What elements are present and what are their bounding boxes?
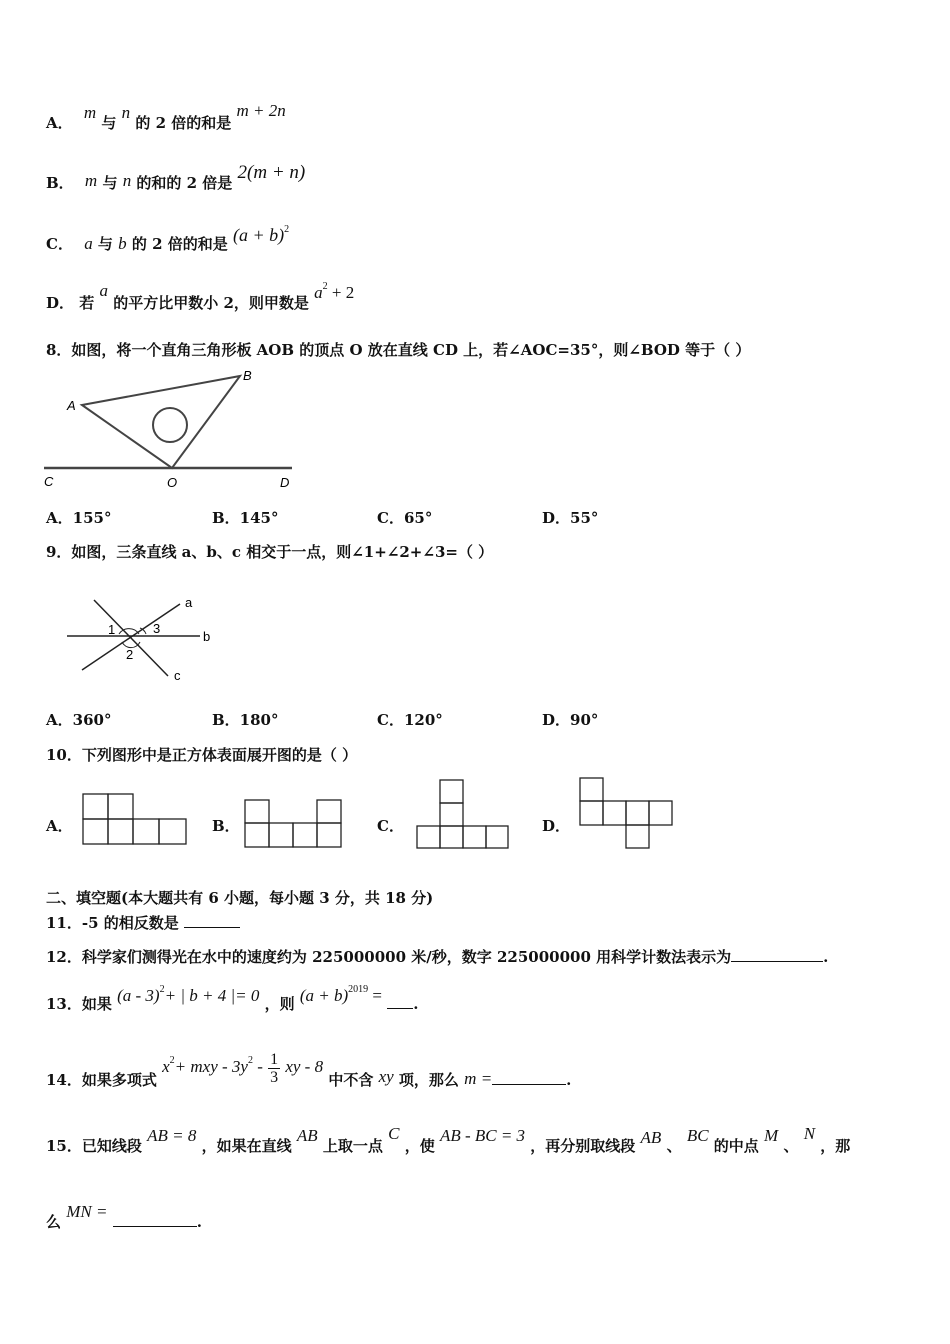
fraction: $\frac{1}{3}$: [270, 1051, 279, 1086]
q9-stem: 9．如图，三条直线 a、b、c 相交于一点，则∠1+∠2+∠3=（ ）: [46, 543, 494, 561]
q9-option-a: A．360°: [46, 711, 112, 729]
label-d: D: [280, 475, 290, 490]
label-a: a: [185, 595, 193, 610]
triangle-aob: [82, 376, 240, 468]
q10-label-b: B．: [212, 817, 240, 835]
q7-option-a: A． m 与 n 的 2 倍的和是 m + 2n: [46, 101, 286, 132]
label-1: 1: [108, 622, 116, 637]
label-3: 3: [153, 621, 161, 636]
triangle-hole: [153, 408, 187, 442]
q8-stem: 8．如图，将一个直角三角形板 AOB 的顶点 O 放在直线 CD 上，若∠AOC=35°，则∠BOD 等于（ ）: [46, 341, 751, 359]
q14: 14．如果多项式 $x^2+$ mxy - $3y^2$ - $\frac{1}{3}$ xy - 8 中不含 xy 项，那么 m = .: [46, 1051, 572, 1089]
net-c: [417, 780, 508, 848]
q13: 13．如果 (a - 3)$^2$+ | b + 4 |= 0 ，则 $(a + b)^{2019}$ = .: [46, 984, 419, 1013]
q8-option-d: D．55°: [542, 509, 599, 527]
q9-option-c: C．120°: [377, 711, 443, 729]
q9-figure: [60, 590, 230, 690]
q11: 11．-5 的相反数是: [46, 912, 240, 933]
answer-blank[interactable]: [113, 1212, 197, 1227]
q7-option-d: D． 若 a 的平方比甲数小 2，则甲数是 $a^2 + 2$: [46, 281, 355, 312]
q8-option-a: A．155°: [46, 509, 112, 527]
q9-option-d: D．90°: [542, 711, 599, 729]
q8-option-b: B．145°: [212, 509, 279, 527]
q12: 12．科学家们测得光在水中的速度约为 225000000 米/秒，数字 225000000 用科学计数法表示为 .: [46, 948, 829, 966]
q7-option-c: C． a 与 b 的 2 倍的和是 $(a + b)^2$: [46, 224, 290, 253]
q10-label-c: C．: [377, 817, 404, 835]
net-a: [83, 794, 186, 844]
label-a: A: [67, 398, 76, 413]
answer-blank[interactable]: [492, 1070, 566, 1085]
q15-line2: 么 MN = .: [46, 1202, 202, 1231]
q10-nets: [0, 770, 700, 860]
label-c: C: [44, 474, 54, 489]
q10-stem: 10．下列图形中是正方体表面展开图的是（ ）: [46, 746, 358, 764]
q15-line1: 15．已知线段 AB = 8 ，如果在直线 AB 上取一点 C ，使 AB - BC = 3 ，再分别取线段 AB 、 BC 的中点 M 、 N ，那: [46, 1124, 851, 1155]
q8-option-c: C．65°: [377, 509, 433, 527]
answer-blank[interactable]: [184, 913, 240, 928]
q10-label-a: A．: [46, 817, 73, 835]
answer-blank[interactable]: [731, 947, 823, 962]
label-b: B: [243, 368, 252, 383]
label-b: b: [203, 629, 211, 644]
label-c: c: [174, 668, 181, 683]
label-o: O: [167, 475, 178, 490]
q10-label-d: D．: [542, 817, 571, 835]
q9-option-b: B．180°: [212, 711, 279, 729]
q7-option-b: B． m 与 n 的和的 2 倍是 2(m + n): [46, 162, 306, 192]
section-heading: 二、填空题(本大题共有 6 小题，每小题 3 分，共 18 分): [46, 889, 434, 907]
line-c: [94, 600, 168, 676]
answer-blank[interactable]: [387, 994, 413, 1009]
net-d: [580, 778, 672, 848]
q8-figure: [40, 360, 300, 495]
net-b: [245, 800, 341, 847]
label-2: 2: [126, 647, 134, 662]
